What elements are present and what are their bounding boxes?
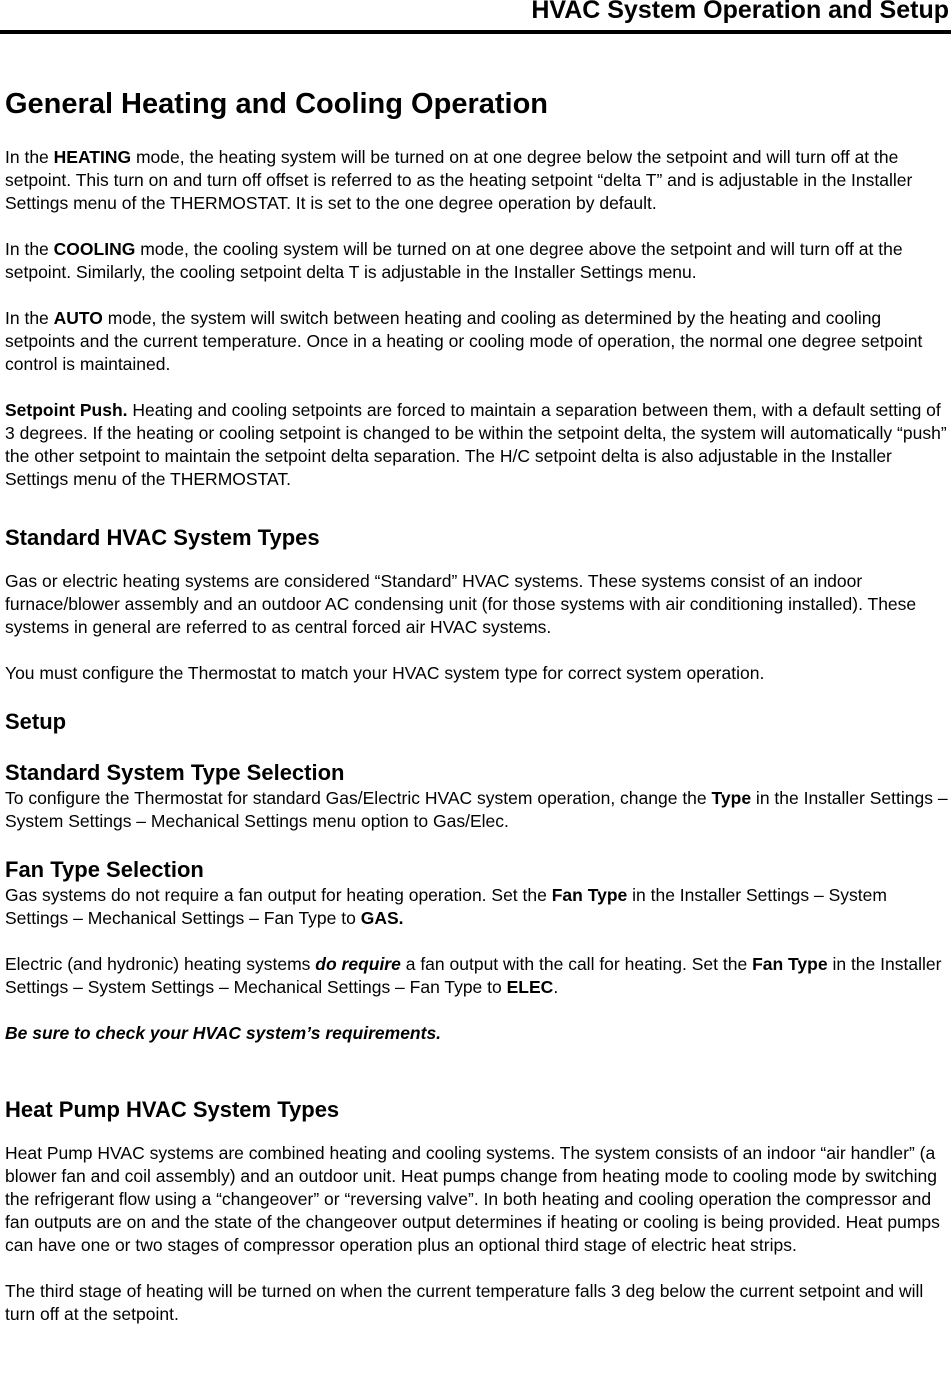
requirements-note: Be sure to check your HVAC system’s requirements. — [5, 1023, 442, 1043]
fan-gas-paragraph: Gas systems do not require a fan output for heating operation. Set the Fan Type in the Installer Settings – System Settings – Mechanical Settings – Fan Type to GAS. — [5, 885, 887, 928]
heating-paragraph: In the HEATING mode, the heating system will be turned on at one degree below the setpoint and will turn off at the setpoint. This turn on and turn off offset is referred to as the heating setpoint “delta T” and is adjustable in the Installer Settings menu of the THERMOSTAT. It is set to the one degree operation by default. — [5, 147, 913, 213]
page-header — [0, 0, 951, 38]
general-heading: General Heating and Cooling Operation — [5, 88, 548, 120]
standard-paragraph-2: You must configure the Thermostat to match your HVAC system type for correct system operation. — [5, 663, 765, 683]
fan-selection-heading: Fan Type Selection — [5, 857, 204, 882]
fan-electric-paragraph: Electric (and hydronic) heating systems do require a fan output with the call for heating. Set the Fan Type in the Installer Settings – System Settings – Mechanical Settings – Fan Type to ELEC. — [5, 954, 942, 997]
heat-pump-paragraph-2: The third stage of heating will be turned on when the current temperature falls 3 deg below the current setpoint and will turn off at the setpoint. — [5, 1281, 924, 1324]
header-title: HVAC System Operation and Setup — [531, 0, 949, 24]
type-selection-heading: Standard System Type Selection — [5, 760, 345, 785]
heat-pump-paragraph-1: Heat Pump HVAC systems are combined heating and cooling systems. The system consists of an indoor “air handler” (a blower fan and coil assembly) and an outdoor unit. Heat pumps change from heating mode to cooling mode by switching the refrigerant flow using a “changeover” or “reversing valve”. In both heating and cooling operation the compressor and fan outputs are on and the state of the changeover output determines if heating or cooling is being provided. Heat pumps can have one or two stages of compressor operation plus an optional third stage of electric heat strips. — [5, 1143, 940, 1255]
cooling-paragraph: In the COOLING mode, the cooling system will be turned on at one degree above the setpoint and will turn off at the setpoint. Similarly, the cooling setpoint delta T is adjustable in the Installer Settings menu. — [5, 239, 903, 282]
standard-heading: Standard HVAC System Types — [5, 525, 320, 550]
header-rule — [0, 30, 951, 34]
auto-paragraph: In the AUTO mode, the system will switch between heating and cooling as determined by the heating and cooling setpoints and the current temperature. Once in a heating or cooling mode of operation, the normal one degree setpoint control is maintained. — [5, 308, 923, 374]
setup-heading: Setup — [5, 709, 67, 734]
heat-pump-heading: Heat Pump HVAC System Types — [5, 1097, 340, 1122]
document-body — [5, 86, 949, 1326]
standard-paragraph-1: Gas or electric heating systems are considered “Standard” HVAC systems. These systems consist of an indoor furnace/blower assembly and an outdoor AC condensing unit (for those systems with air conditioning installed). These systems in general are referred to as central forced air HVAC systems. — [5, 571, 917, 637]
type-selection-paragraph: To configure the Thermostat for standard Gas/Electric HVAC system operation, change the Type in the Installer Settings – System Settings – Mechanical Settings menu option to Gas/Elec. — [5, 788, 948, 831]
setpoint-push-paragraph: Setpoint Push. Heating and cooling setpoints are forced to maintain a separation between them, with a default setting of 3 degrees. If the heating or cooling setpoint is changed to be within the setpoint delta, the system will automatically “push” the other setpoint to maintain the setpoint delta separation. The H/C setpoint delta is also adjustable in the Installer Settings menu of the THERMOSTAT. — [5, 400, 947, 489]
